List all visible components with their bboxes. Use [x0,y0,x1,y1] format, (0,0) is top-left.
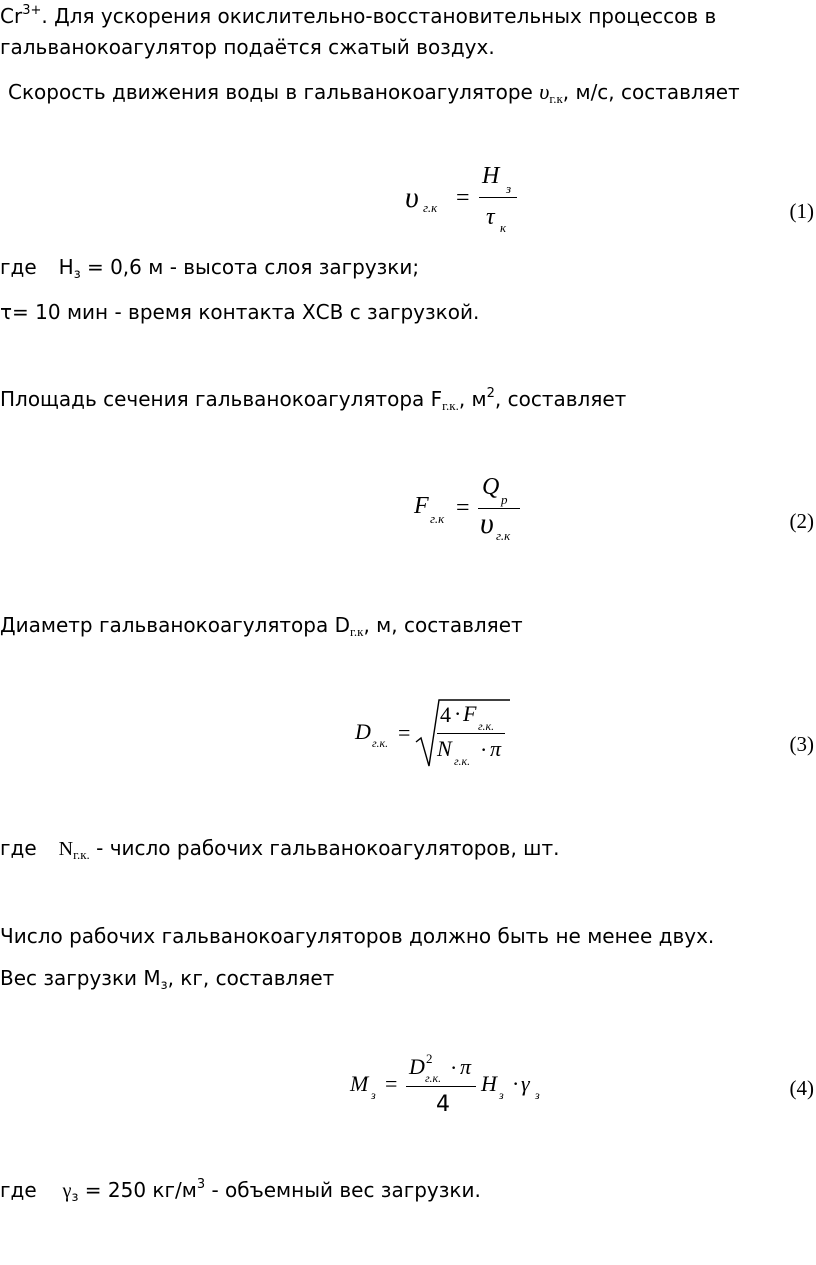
area-suffix: , составляет [494,387,627,411]
area-sub: г.к. [442,398,459,413]
eq2-lhs-sub: г.к [430,511,445,526]
eq2-num: Q [482,474,500,500]
velocity-line [8,79,740,106]
eq4-h: H [481,1071,497,1096]
eq3-den-var: N [437,736,452,761]
where4-line [0,1177,481,1205]
eq1-num-sub: з [506,181,512,196]
where3-label: где [0,836,37,860]
eq3-lhs: D [355,719,371,744]
eq2-den-sub: г.к [496,528,511,543]
eq4-h-sub: з [499,1088,504,1102]
weight-suffix: , кг, составляет [167,966,335,990]
eq2-number: (2) [789,509,814,533]
where3-symbol: N [58,838,74,860]
where4-mid: = 250 кг/м [78,1178,197,1202]
eq3-num-sub: г.к. [478,719,495,733]
eq4-equals: = [385,1071,398,1096]
eq4-dot: · [512,1071,520,1096]
area-prefix: Площадь сечения гальванокоагулятора F [0,387,443,411]
eq4-num-pi: π [460,1054,472,1079]
where1-sub: з [73,267,81,282]
velocity-symbol: υ [539,79,550,104]
diameter-sub: г.к [350,624,364,639]
eq2-num-sub: р [501,492,508,507]
where3-sub: г.к. [73,847,90,862]
eq1-den: τ [486,204,495,230]
where3-rest: - число рабочих гальванокоагуляторов, шт. [89,836,560,860]
where4-symbol: γ [62,1180,72,1202]
eq4-lhs-sub: з [371,1088,376,1102]
eq3-num-coef: 4 [440,702,451,727]
velocity-sub: г.к [549,91,563,106]
eq4-gamma: γ [521,1071,530,1096]
eq4-gamma-sub: з [535,1088,540,1102]
where1-rest: = 0,6 м - высота слоя загрузки; [80,255,420,279]
eq3-number: (3) [789,732,814,756]
eq4-number: (4) [789,1076,814,1100]
intro-text-1: . Для ускорения окислительно-восстановительных процессов в [41,4,717,28]
where1-label: где [0,255,37,279]
eq4-num-sup: 2 [426,1051,433,1066]
eq3-den-sub: г.к. [454,754,471,768]
weight-sub: з [160,978,168,993]
eq3-fraction-bar [437,733,505,734]
velocity-prefix: Скорость движения воды в гальванокоагуляторе [8,80,540,104]
eq4-den: 4 [436,1092,450,1117]
ion-symbol: Cr [0,4,23,28]
weight-line [0,966,335,993]
diameter-prefix: Диаметр гальванокоагулятора D [0,613,350,637]
eq2-equals: = [456,495,470,521]
eq3-equals: = [398,720,411,745]
area-sup: 2 [486,386,495,401]
eq1-equals: = [456,185,470,211]
eq1-lhs-sub: г.к [423,200,438,215]
count-line: Число рабочих гальванокоагуляторов должно быть не менее двух. [0,924,715,948]
where4-sup: 3 [196,1177,206,1192]
eq1-num: H [482,163,500,189]
intro-line-2: гальванокоагулятор подаётся сжатый воздух. [0,35,495,59]
area-line [0,386,627,413]
eq3-den-dot: · [480,737,488,762]
where1-line [0,255,420,282]
eq4-lhs: M [350,1071,369,1096]
eq3-den-pi: π [490,736,502,761]
eq4-num-var: D [409,1054,425,1079]
eq3-num-dot: · [454,701,462,726]
area-mid: , м [458,387,487,411]
where4-label: где [0,1178,37,1202]
eq4-fraction-bar [406,1086,476,1087]
eq1-den-sub: к [500,220,507,235]
velocity-suffix: , м/с, составляет [562,80,740,104]
intro-line-1 [0,3,717,28]
eq1-lhs: υ [405,181,419,214]
eq2-lhs: F [414,493,429,519]
where4-rest: - объемный вес загрузки. [205,1178,481,1202]
diameter-line [0,613,523,639]
diameter-suffix: , м, составляет [363,613,523,637]
tau-line: τ= 10 мин - время контакта ХСВ с загрузкой. [0,300,480,324]
eq1-number: (1) [789,199,814,223]
eq1-fraction-bar [479,197,517,198]
where3-line [0,836,560,862]
eq4-num-sub: г.к. [425,1071,442,1085]
where4-sub: з [71,1190,79,1205]
ion-charge: 3+ [22,3,42,18]
eq4-num-dot: · [450,1055,458,1080]
eq3-num-var: F [463,701,477,726]
weight-prefix: Вес загрузки М [0,966,161,990]
eq2-den: υ [480,507,494,540]
eq3-lhs-sub: г.к. [372,736,389,750]
where1-symbol: Н [58,255,74,279]
